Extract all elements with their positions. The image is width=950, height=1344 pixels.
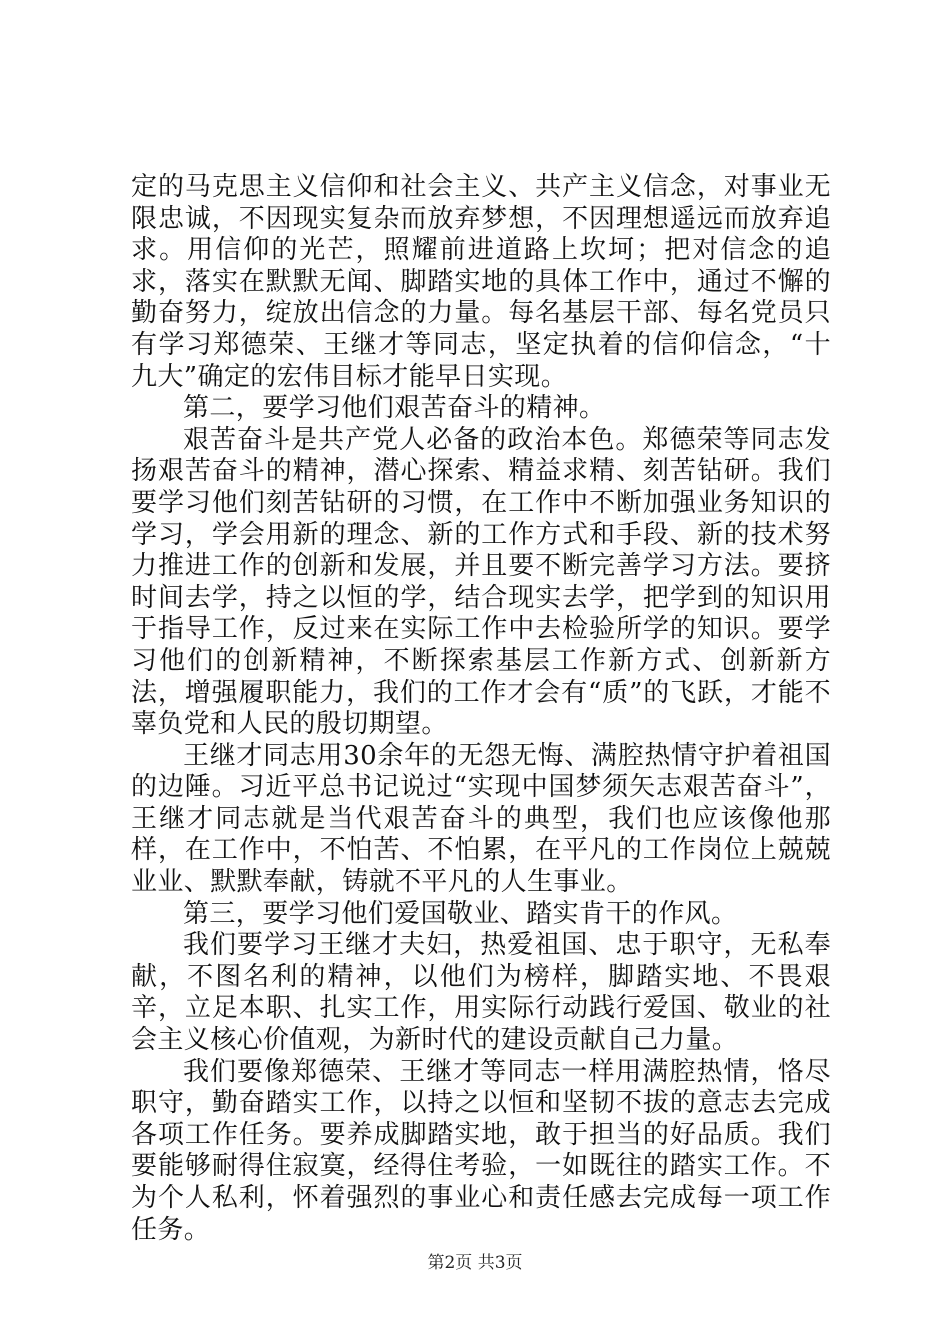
paragraph-4: 王继才同志用30余年的无怨无悔、满腔热情守护着祖国的边陲。习近平总书记说过“实现中国梦须矢志艰苦奋斗”，王继才同志就是当代艰苦奋斗的典型，我们也应该像他那样，在工作中，不怕苦、不怕累，在平凡的工作岗位上兢兢业业、默默奉献，铸就不平凡的人生事业。 [131, 740, 831, 898]
paragraph-3: 艰苦奋斗是共产党人必备的政治本色。郑德荣等同志发扬艰苦奋斗的精神，潜心探索、精益求精、刻苦钻研。我们要学习他们刻苦钻研的习惯，在工作中不断加强业务知识的学习，学会用新的理念、新的工作方式和手段、新的技术努力推进工作的创新和发展，并且要不断完善学习方法。要挤时间去学，持之以恒的学，结合现实去学，把学到的知识用于指导工作，反过来在实际工作中去检验所学的知识。要学习他们的创新精神，不断探索基层工作新方式、创新新方法，增强履职能力，我们的工作才会有“质”的飞跃，才能不辜负党和人民的殷切期望。 [131, 424, 831, 740]
page-footer: 第2页 共3页 [427, 1253, 523, 1273]
paragraph-1: 定的马克思主义信仰和社会主义、共产主义信念，对事业无限忠诚，不因现实复杂而放弃梦想，不因理想遥远而放弃追求。用信仰的光芒，照耀前进道路上坎坷；把对信念的追求，落实在默默无闻、脚踏实地的具体工作中，通过不懈的勤奋努力，绽放出信念的力量。每名基层干部、每名党员只有学习郑德荣、王继才等同志，坚定执着的信仰信念，“十九大”确定的宏伟目标才能早日实现。 [131, 172, 831, 392]
body-text [131, 172, 831, 1246]
paragraph-6: 我们要学习王继才夫妇，热爱祖国、忠于职守，无私奉献，不图名利的精神，以他们为榜样，脚踏实地、不畏艰辛，立足本职、扎实工作，用实际行动践行爱国、敬业的社会主义核心价值观，为新时代的建设贡献自己力量。 [131, 930, 831, 1056]
paragraph-2-heading: 第二，要学习他们艰苦奋斗的精神。 [183, 393, 606, 424]
paragraph-5-heading: 第三，要学习他们爱国敬业、踏实肯干的作风。 [183, 898, 738, 929]
paragraph-7: 我们要像郑德荣、王继才等同志一样用满腔热情，恪尽职守，勤奋踏实工作，以持之以恒和坚韧不拔的意志去完成各项工作任务。要养成脚踏实地，敢于担当的好品质。我们要能够耐得住寂寞，经得住考验，一如既往的踏实工作。不为个人私利，怀着强烈的事业心和责任感去完成每一项工作任务。 [131, 1056, 831, 1245]
